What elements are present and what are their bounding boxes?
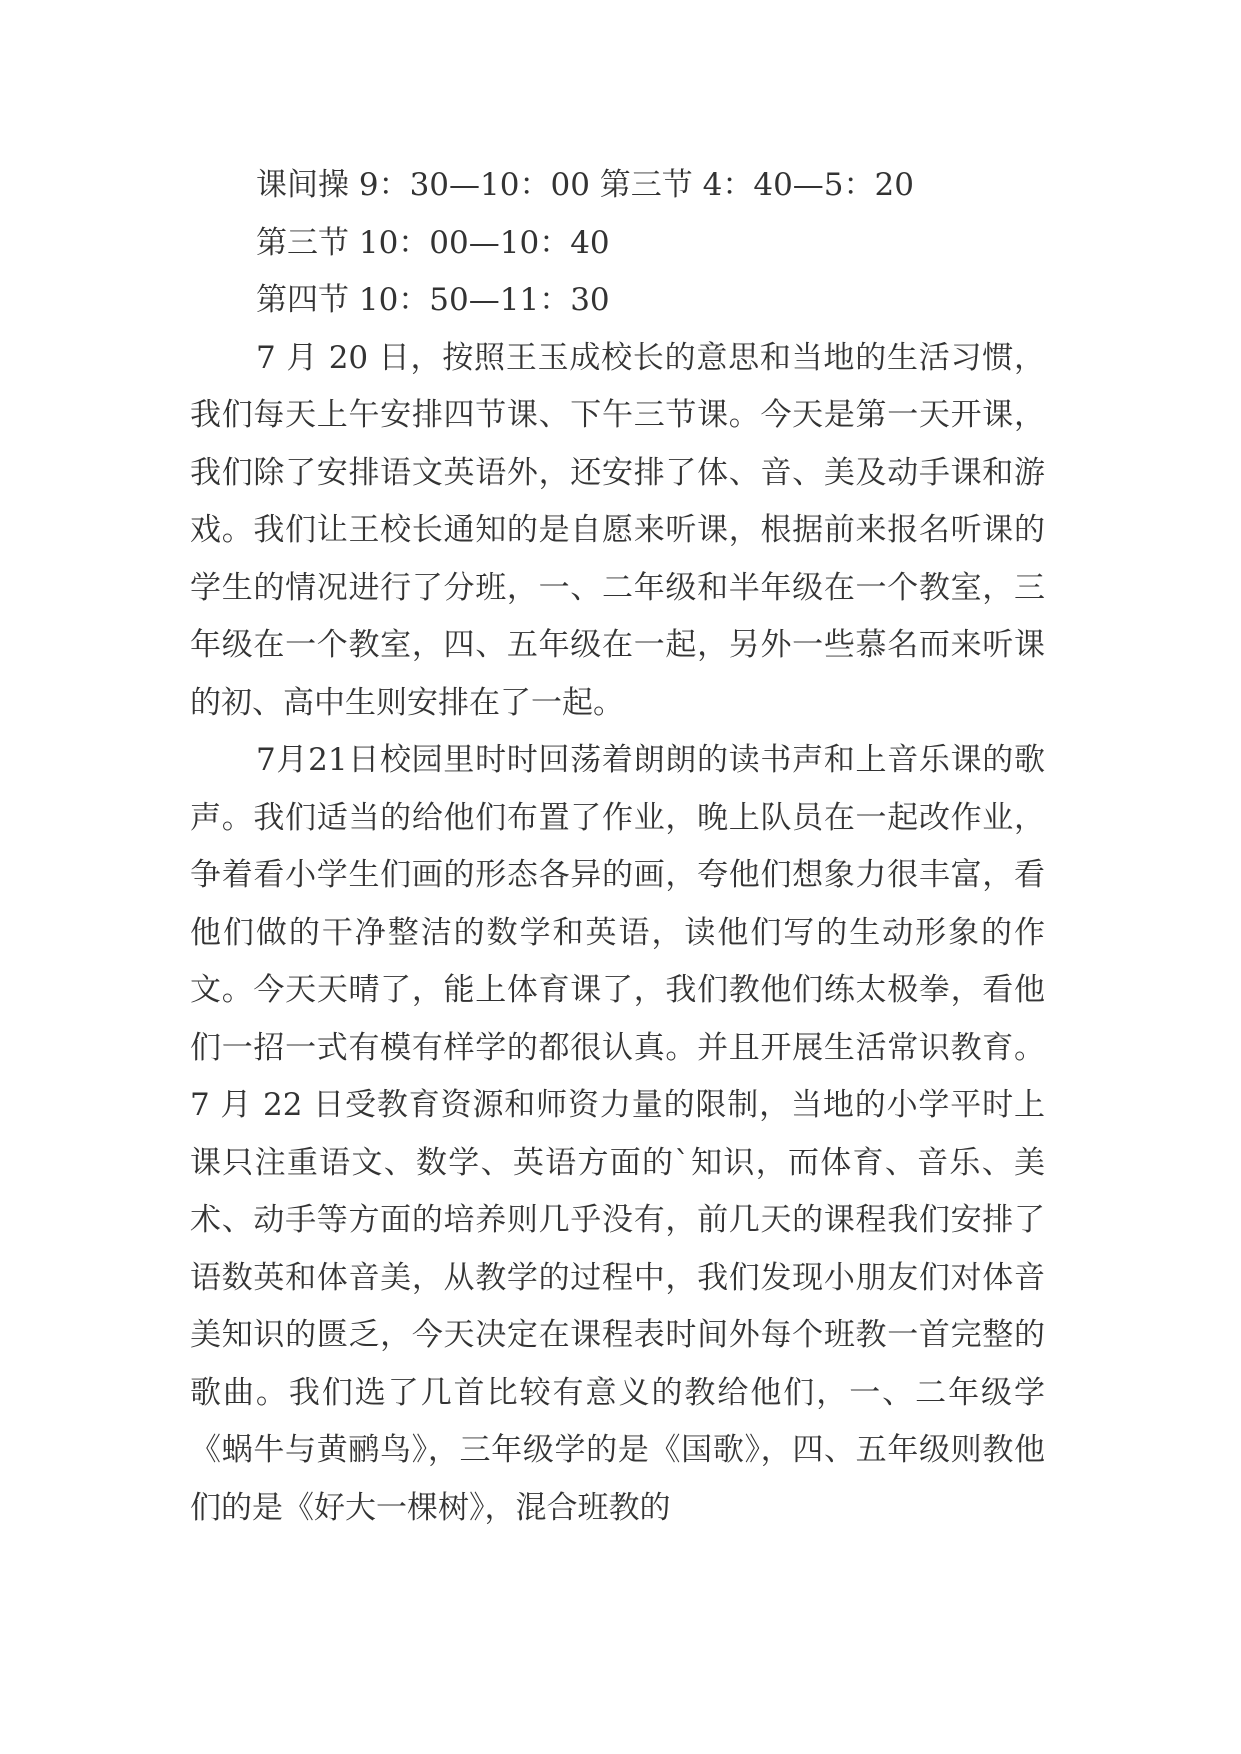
document-body [190,157,1045,1537]
paragraph-july-20: 7 月 20 日，按照王玉成校长的意思和当地的生活习惯，我们每天上午安排四节课、下午三节课。今天是第一天开课，我们除了安排语文英语外，还安排了体、音、美及动手课和游戏。我们让王校长通知的是自愿来听课，根据前来报名听课的学生的情况进行了分班，一、二年级和半年级在一个教室，三年级在一个教室，四、五年级在一起，另外一些慕名而来听课的初、高中生则安排在了一起。 [190,339,1045,721]
schedule-line-third-period: 第三节 10：00—10：40 [256,224,610,261]
schedule-line-break: 课间操 9：30—10：00 第三节 4：40—5：20 [256,167,914,203]
schedule-line-fourth-period: 第四节 10：50—11：30 [256,282,610,318]
paragraph-july-21-22: 7月21日校园里时时回荡着朗朗的读书声和上音乐课的歌声。我们适当的给他们布置了作业，晚上队员在一起改作业，争着看小学生们画的形态各异的画，夸他们想象力很丰富，看他们做的干净整洁的数学和英语，读他们写的生动形象的作文。今天天晴了，能上体育课了，我们教他们练太极拳，看他们一招一式有模有样学的都很认真。并且开展生活常识教育。 7 月 22 日受教育资源和师资力量的限制，当地的小学平时上课只注重语文、数学、英语方面的`知识，而体育、音乐、美术、动手等方面的培养则几乎没有，前几天的课程我们安排了语数英和体音美，从教学的过程中，我们发现小朋友们对体音美知识的匮乏，今天决定在课程表时间外每个班教一首完整的歌曲。我们选了几首比较有意义的教给他们，一、二年级学《蜗牛与黄鹂鸟》，三年级学的是《国歌》，四、五年级则教他们的是《好大一棵树》，混合班教的 [190,742,1045,1526]
